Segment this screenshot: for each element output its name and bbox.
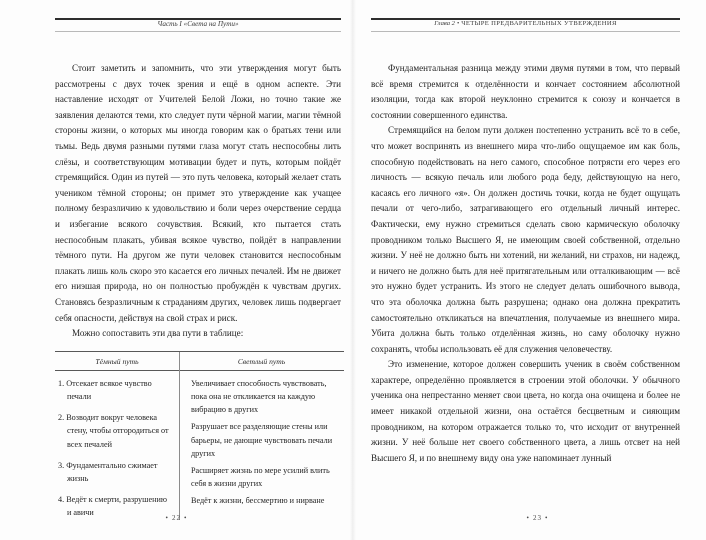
table-column-light-path (179, 371, 344, 528)
folio-ornament-left: • (165, 514, 169, 522)
running-head-rule-bottom (371, 31, 680, 32)
table-body (55, 371, 344, 528)
left-running-head-title: «Света на Пути» (183, 20, 239, 28)
table-row: Увеличивает способность чувствовать, пока она не откликается на каждую вибрацию в других (191, 378, 327, 415)
right-running-head-separator: • (456, 20, 460, 27)
right-page (353, 0, 706, 540)
right-paragraph-1: Фундаментальная разница между этими двумя путями в том, что первый всё время стремится к отделённости и кончает состоянием абсолютной изоляции, тогда как второй неуклонно стремится к союзу и кончается в состоянии совершенного единства. (371, 63, 680, 120)
running-head-rule-bottom (55, 31, 341, 32)
table-header-row (55, 352, 344, 371)
table-row: 4. Ведёт к смерти, разрушению и авичи (58, 495, 167, 518)
table-header-dark-path: Тёмный путь (95, 356, 139, 366)
comparison-table (55, 351, 344, 528)
right-running-head-title: ЧЕТЫРЕ ПРЕДВАРИТЕЛЬНЫХ УТВЕРЖДЕНИЯ (461, 20, 617, 27)
right-page-folio (353, 514, 706, 522)
table-row: Расширяет жизнь по мере усилий влить себя в жизни других (191, 465, 330, 489)
left-page-folio (0, 514, 396, 522)
folio-ornament-left: • (526, 514, 530, 522)
folio-ornament-right: • (184, 514, 188, 522)
table-row: 1. Отсекает всякое чувство печали (58, 378, 152, 401)
right-paragraph-2: Стремящийся на белом пути должен постепенно устранить всё то в себе, что может воспринять из внешнего мира что-либо ощущаемое им как боль, способную подействовать на него самого, способное потрясти его через его личность — всякую печаль или любого рода беду, действующую на него, касаясь его личного «я». Он должен достичь точки, когда не будет ощущать печали от чего-либо, затрагивающего его отдельный личный интерес. Фактически, ему нужно стремиться сделать свою кармическую оболочку проводником только Высшего Я, не имеющим своей собственной, отдельно жизни. У неё не должно быть ни хотений, ни желаний, ни страхов, ни надежд, и ничего не должно быть для неё притягательным или отталкивающим — всё это нужно будет устранить. Из этого не следует делать ошибочного вывода, что эта оболочка должна быть разрушена; однако она должна прекратить самостоятельно откликаться на впечатления, получаемые из внешнего мира. Убита должна быть только отделённая жизнь, но саму оболочку нужно сохранять, чтобы использовать её для служения человечеству. (371, 125, 680, 354)
left-folio-number: 22 (172, 514, 181, 522)
left-page-body (55, 61, 341, 342)
right-running-head-chapter: Глава 2 (434, 20, 455, 27)
left-paragraph-1: Стоит заметить и запомнить, что эти утверждения могут быть рассмотрены с двух точек зрения и ещё в одном аспекте. Эти наставление исходят от Учителей Белой Ложи, но точно такие же заявления делаются теми, кто следует пути чёрной магии, магии тёмной стороны жизни, о которых мы иногда говорим как о братьях тени или тьмы. Ведь двумя разными путями глаза могут стать неспособны лить слёзы, и соответствующим мотивации будет и путь, которым пойдёт стремящийся. Один из путей — это путь человека, который желает стать учеником тёмной стороны; он примет это утверждение как учащее полному безразличию к удовольствию и боли через очерствение сердца и избегание всякого сочувствия. Всякий, кто пытается стать неспособным плакать, убивая всякое чувство, пойдёт в направлении тёмного пути. На другом же пути человек становится неспособным плакать лишь коль скоро это касается его личных печалей. Им не движет его ниэшая природа, но он полностью пробуждён к чувствам других. Становясь безразличным к страданиям других, человек лишь подвергает себя опасности, действуя на свой страх и риск. (55, 63, 341, 323)
table-row: Ведёт к жизни, бессмертию и нирване (191, 496, 325, 506)
table-row: 3. Фундаментально сжимает жизнь (58, 460, 158, 483)
table-vertical-divider (179, 352, 180, 520)
table-row: 2. Возводит вокруг человека стену, чтобы отгородиться от всех печалей (58, 413, 169, 449)
left-running-head-text (55, 19, 341, 29)
right-page-body (371, 61, 680, 466)
right-running-head-text (371, 19, 680, 29)
right-paragraph-3: Это изменение, которое должен совершить ученик в своём собственном характере, определённо проявляется в строении этой оболочки. У обычного ученика она непрестанно меняет свои цвета, но когда она очищена и более не имеет никакой отдельной жизни, она остаётся бесцветным и сияющим проводником, на котором отражается только то, что исходит от внутренней жизни. У неё больше нет своего собственного цвета, а лишь отсвет на ней Высшего Я, и по внешнему виду она уже напоминает лунный (371, 359, 680, 463)
left-paragraph-2: Можно сопоставить эти два пути в таблице: (72, 328, 244, 339)
table-header-light-path: Светлый путь (237, 356, 286, 366)
table-column-dark-path (55, 371, 179, 528)
left-running-head-part: Часть I (157, 20, 182, 28)
right-folio-number: 23 (533, 514, 542, 522)
table-row: Разрушает все разделяющие стены или барьеры, не дающие чувствовать печали других (191, 422, 333, 458)
right-running-head (371, 18, 680, 44)
folio-ornament-right: • (545, 514, 549, 522)
left-running-head (55, 18, 341, 44)
